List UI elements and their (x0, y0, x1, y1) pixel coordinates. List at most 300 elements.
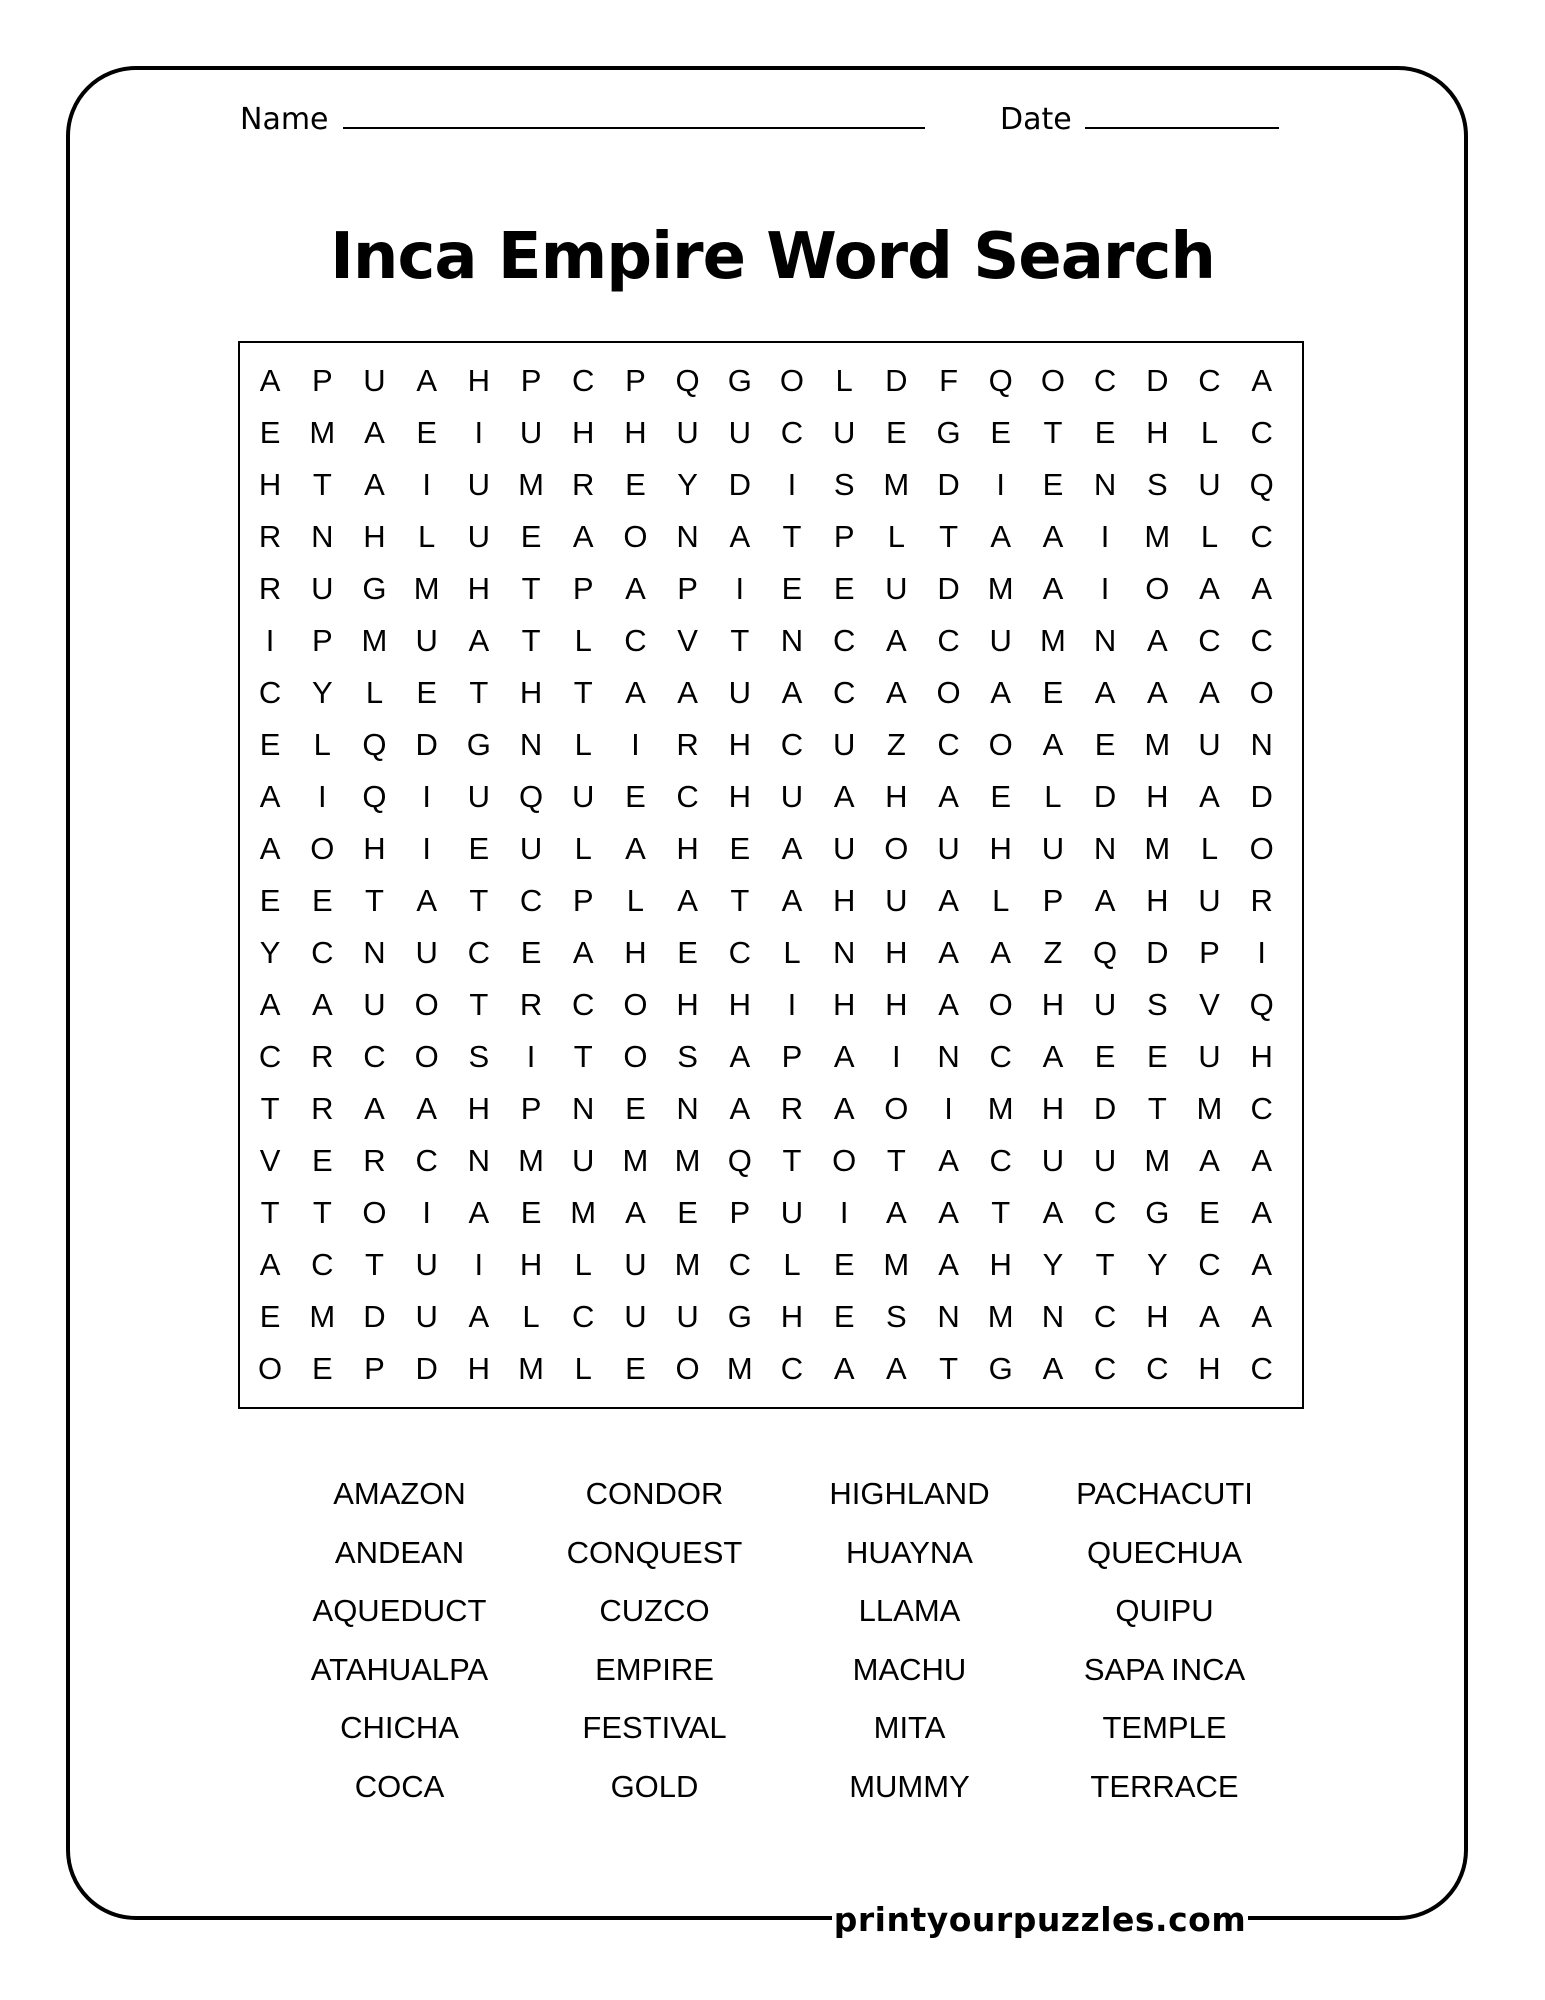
grid-cell[interactable]: H (519, 1247, 543, 1282)
grid-cell[interactable]: H (363, 831, 386, 866)
grid-cell[interactable]: O (1249, 675, 1274, 710)
grid-cell[interactable]: E (1199, 1195, 1220, 1230)
grid-cell[interactable]: E (520, 1195, 542, 1230)
grid-cell[interactable]: C (1250, 623, 1273, 658)
grid-cell[interactable]: O (414, 987, 439, 1022)
grid-cell[interactable]: U (467, 779, 491, 814)
grid-cell[interactable]: H (989, 831, 1012, 866)
grid-cell[interactable]: T (782, 519, 802, 554)
grid-cell[interactable]: T (312, 1195, 332, 1230)
grid-cell[interactable]: O (310, 831, 335, 866)
grid-cell[interactable]: A (1199, 779, 1220, 814)
grid-cell[interactable]: A (1042, 1195, 1064, 1230)
grid-cell[interactable]: M (1144, 831, 1171, 866)
grid-cell[interactable]: L (835, 363, 853, 398)
grid-cell[interactable]: A (572, 935, 594, 970)
grid-cell[interactable]: C (311, 935, 334, 970)
grid-cell[interactable]: R (1250, 883, 1273, 918)
grid-cell[interactable]: Q (727, 1143, 752, 1178)
grid-cell[interactable]: C (989, 1039, 1012, 1074)
grid-cell[interactable]: P (833, 519, 855, 554)
grid-cell[interactable]: H (728, 779, 751, 814)
grid-cell[interactable]: A (781, 883, 803, 918)
grid-cell[interactable]: I (944, 1091, 953, 1126)
grid-cell[interactable]: A (990, 675, 1012, 710)
grid-cell[interactable]: M (987, 1091, 1014, 1126)
grid-cell[interactable]: A (781, 831, 803, 866)
grid-cell[interactable]: E (1094, 727, 1116, 762)
grid-cell[interactable]: T (521, 571, 541, 606)
grid-cell[interactable]: A (833, 1091, 855, 1126)
grid-cell[interactable]: D (415, 727, 438, 762)
grid-cell[interactable]: E (259, 727, 281, 762)
grid-cell[interactable]: C (989, 1143, 1012, 1178)
grid-cell[interactable]: Y (1042, 1247, 1064, 1282)
grid-cell[interactable]: I (422, 831, 431, 866)
grid-cell[interactable]: O (414, 1039, 439, 1074)
grid-cell[interactable]: H (885, 779, 908, 814)
grid-cell[interactable]: U (1198, 467, 1221, 502)
grid-cell[interactable]: E (833, 1299, 855, 1334)
grid-cell[interactable]: M (518, 1143, 544, 1178)
grid-cell[interactable]: O (1145, 571, 1170, 606)
grid-cell[interactable]: C (519, 883, 543, 918)
grid-cell[interactable]: O (884, 1091, 909, 1126)
grid-cell[interactable]: I (1257, 935, 1266, 970)
grid-cell[interactable]: U (780, 1195, 804, 1230)
grid-cell[interactable]: R (780, 1091, 804, 1126)
grid-cell[interactable]: I (735, 571, 745, 606)
grid-cell[interactable]: L (626, 883, 645, 918)
grid-cell[interactable]: C (1250, 1091, 1273, 1126)
grid-cell[interactable]: A (990, 519, 1012, 554)
grid-cell[interactable]: L (574, 1247, 592, 1282)
grid-cell[interactable]: C (1093, 1299, 1117, 1334)
grid-cell[interactable]: L (574, 623, 592, 658)
grid-cell[interactable]: C (572, 1299, 595, 1334)
grid-cell[interactable]: M (309, 1299, 336, 1334)
grid-cell[interactable]: I (787, 467, 797, 502)
grid-cell[interactable]: D (885, 363, 908, 398)
grid-cell[interactable]: M (361, 623, 388, 658)
grid-cell[interactable]: U (885, 571, 908, 606)
grid-cell[interactable]: C (780, 1351, 804, 1386)
grid-cell[interactable]: P (520, 1091, 542, 1126)
grid-cell[interactable]: M (1144, 727, 1171, 762)
grid-cell[interactable]: E (520, 519, 542, 554)
grid-cell[interactable]: H (728, 987, 751, 1022)
grid-cell[interactable]: T (1043, 415, 1063, 450)
grid-cell[interactable]: H (1146, 779, 1169, 814)
grid-cell[interactable]: N (676, 1091, 699, 1126)
grid-cell[interactable]: D (937, 467, 960, 502)
grid-cell[interactable]: M (309, 415, 336, 450)
grid-cell[interactable]: E (1146, 1039, 1168, 1074)
grid-cell[interactable]: C (1198, 363, 1221, 398)
grid-cell[interactable]: E (259, 883, 281, 918)
grid-cell[interactable]: C (572, 987, 595, 1022)
grid-cell[interactable]: Q (518, 779, 544, 814)
grid-cell[interactable]: A (259, 779, 281, 814)
grid-cell[interactable]: U (624, 1247, 647, 1282)
grid-cell[interactable]: Z (1043, 935, 1063, 970)
grid-cell[interactable]: U (885, 883, 908, 918)
grid-cell[interactable]: A (572, 519, 594, 554)
grid-cell[interactable]: I (422, 779, 431, 814)
grid-cell[interactable]: E (1094, 1039, 1116, 1074)
grid-cell[interactable]: E (416, 415, 437, 450)
grid-cell[interactable]: U (728, 415, 751, 450)
grid-cell[interactable]: P (1042, 883, 1064, 918)
grid-cell[interactable]: A (416, 1091, 437, 1126)
grid-cell[interactable]: E (259, 415, 281, 450)
grid-cell[interactable]: U (624, 1299, 647, 1334)
grid-cell[interactable]: A (259, 831, 281, 866)
grid-cell[interactable]: L (887, 519, 905, 554)
grid-cell[interactable]: D (728, 467, 751, 502)
grid-cell[interactable]: U (937, 831, 960, 866)
grid-cell[interactable]: E (833, 571, 855, 606)
grid-cell[interactable]: C (1250, 519, 1273, 554)
grid-cell[interactable]: I (317, 779, 327, 814)
grid-cell[interactable]: R (258, 571, 282, 606)
grid-cell[interactable]: A (886, 1195, 907, 1230)
grid-cell[interactable]: Q (362, 779, 387, 814)
grid-cell[interactable]: U (832, 415, 856, 450)
grid-cell[interactable]: D (1250, 779, 1273, 814)
grid-cell[interactable]: U (989, 623, 1012, 658)
grid-cell[interactable]: E (886, 415, 907, 450)
grid-cell[interactable]: A (468, 1299, 490, 1334)
grid-cell[interactable]: H (467, 363, 491, 398)
grid-cell[interactable]: L (1200, 415, 1219, 450)
grid-cell[interactable]: A (938, 883, 959, 918)
grid-cell[interactable]: A (468, 623, 490, 658)
grid-cell[interactable]: L (783, 1247, 801, 1282)
grid-cell[interactable]: L (574, 727, 592, 762)
grid-cell[interactable]: L (783, 935, 801, 970)
grid-cell[interactable]: C (832, 675, 856, 710)
grid-cell[interactable]: D (1146, 935, 1169, 970)
grid-cell[interactable]: P (1199, 935, 1220, 970)
grid-cell[interactable]: T (260, 1195, 280, 1230)
grid-cell[interactable]: T (521, 623, 541, 658)
grid-cell[interactable]: A (886, 1351, 907, 1386)
grid-cell[interactable]: T (365, 1247, 384, 1282)
grid-cell[interactable]: H (1146, 883, 1169, 918)
grid-cell[interactable]: A (1251, 363, 1272, 398)
grid-cell[interactable]: C (937, 727, 960, 762)
grid-cell[interactable]: C (780, 727, 804, 762)
grid-cell[interactable]: A (1042, 519, 1064, 554)
grid-cell[interactable]: U (519, 415, 543, 450)
grid-cell[interactable]: P (311, 363, 333, 398)
grid-cell[interactable]: T (939, 519, 958, 554)
grid-cell[interactable]: U (1093, 987, 1117, 1022)
grid-cell[interactable]: O (362, 1195, 387, 1230)
grid-cell[interactable]: E (781, 571, 803, 606)
grid-cell[interactable]: A (938, 1143, 959, 1178)
grid-cell[interactable]: U (1093, 1143, 1117, 1178)
grid-cell[interactable]: H (832, 883, 856, 918)
grid-cell[interactable]: A (1199, 1143, 1220, 1178)
grid-cell[interactable]: P (311, 623, 333, 658)
grid-cell[interactable]: T (1147, 1091, 1167, 1126)
grid-cell[interactable]: E (625, 467, 646, 502)
grid-cell[interactable]: H (624, 935, 647, 970)
grid-cell[interactable]: G (936, 415, 961, 450)
grid-cell[interactable]: O (779, 363, 805, 398)
grid-cell[interactable]: N (467, 1143, 491, 1178)
grid-cell[interactable]: O (623, 519, 648, 554)
grid-cell[interactable]: H (572, 415, 595, 450)
grid-cell[interactable]: C (1250, 415, 1273, 450)
grid-cell[interactable]: P (572, 883, 594, 918)
grid-cell[interactable]: T (573, 1039, 593, 1074)
grid-cell[interactable]: N (780, 623, 804, 658)
grid-cell[interactable]: R (363, 1143, 386, 1178)
grid-cell[interactable]: R (572, 467, 595, 502)
grid-cell[interactable]: D (363, 1299, 386, 1334)
grid-cell[interactable]: N (1093, 467, 1117, 502)
grid-cell[interactable]: U (467, 519, 491, 554)
grid-cell[interactable]: Q (362, 727, 387, 762)
grid-cell[interactable]: E (729, 831, 751, 866)
grid-cell[interactable]: P (520, 363, 542, 398)
grid-cell[interactable]: G (362, 571, 387, 606)
grid-cell[interactable]: A (833, 779, 855, 814)
grid-cell[interactable]: I (892, 1039, 901, 1074)
grid-cell[interactable]: A (625, 675, 646, 710)
grid-cell[interactable]: G (466, 727, 491, 762)
grid-cell[interactable]: I (1100, 519, 1110, 554)
grid-cell[interactable]: S (1146, 987, 1168, 1022)
grid-cell[interactable]: T (730, 623, 750, 658)
grid-cell[interactable]: D (937, 571, 960, 606)
grid-cell[interactable]: C (1093, 1195, 1117, 1230)
grid-cell[interactable]: A (1094, 883, 1116, 918)
grid-cell[interactable]: Y (677, 467, 698, 502)
grid-cell[interactable]: C (1146, 1351, 1169, 1386)
grid-cell[interactable]: E (625, 1091, 646, 1126)
grid-cell[interactable]: A (416, 363, 437, 398)
grid-cell[interactable]: M (987, 1299, 1014, 1334)
grid-cell[interactable]: I (474, 1247, 484, 1282)
grid-cell[interactable]: A (1251, 1143, 1272, 1178)
grid-cell[interactable]: U (572, 1143, 595, 1178)
grid-cell[interactable]: U (832, 727, 856, 762)
grid-cell[interactable]: Q (1093, 935, 1118, 970)
grid-cell[interactable]: N (1093, 831, 1117, 866)
grid-cell[interactable]: A (729, 1091, 751, 1126)
grid-cell[interactable]: P (572, 571, 594, 606)
grid-cell[interactable]: D (1093, 1091, 1117, 1126)
grid-cell[interactable]: C (572, 363, 595, 398)
grid-cell[interactable]: L (365, 675, 384, 710)
grid-cell[interactable]: N (1041, 1299, 1065, 1334)
grid-cell[interactable]: U (363, 987, 386, 1022)
grid-cell[interactable]: U (780, 779, 804, 814)
grid-cell[interactable]: A (364, 1091, 385, 1126)
grid-cell[interactable]: A (1251, 1299, 1272, 1334)
grid-cell[interactable]: A (833, 1039, 855, 1074)
grid-cell[interactable]: P (677, 571, 698, 606)
grid-cell[interactable]: C (728, 1247, 751, 1282)
grid-cell[interactable]: U (467, 467, 491, 502)
grid-cell[interactable]: E (625, 779, 646, 814)
grid-cell[interactable]: U (311, 571, 334, 606)
grid-cell[interactable]: I (422, 467, 431, 502)
grid-cell[interactable]: C (1093, 363, 1117, 398)
grid-cell[interactable]: H (363, 519, 386, 554)
grid-cell[interactable]: D (1146, 363, 1169, 398)
grid-cell[interactable]: U (1041, 1143, 1065, 1178)
grid-cell[interactable]: C (676, 779, 699, 814)
grid-cell[interactable]: O (936, 675, 961, 710)
grid-cell[interactable]: P (364, 1351, 385, 1386)
grid-cell[interactable]: M (674, 1143, 701, 1178)
grid-cell[interactable]: L (418, 519, 436, 554)
grid-cell[interactable]: R (311, 1039, 334, 1074)
grid-cell[interactable]: A (1042, 1039, 1064, 1074)
grid-cell[interactable]: H (989, 1247, 1012, 1282)
grid-cell[interactable]: A (625, 571, 646, 606)
grid-cell[interactable]: Y (259, 935, 281, 970)
grid-cell[interactable]: H (1146, 415, 1169, 450)
grid-cell[interactable]: H (624, 415, 647, 450)
grid-cell[interactable]: S (886, 1299, 907, 1334)
grid-cell[interactable]: G (727, 1299, 752, 1334)
grid-cell[interactable]: M (883, 467, 910, 502)
grid-cell[interactable]: N (937, 1039, 960, 1074)
grid-cell[interactable]: U (1198, 883, 1221, 918)
grid-cell[interactable]: I (265, 623, 275, 658)
grid-cell[interactable]: T (991, 1195, 1011, 1230)
grid-cell[interactable]: A (1146, 623, 1168, 658)
grid-cell[interactable]: C (1093, 1351, 1117, 1386)
grid-cell[interactable]: T (469, 987, 489, 1022)
grid-cell[interactable]: U (1041, 831, 1065, 866)
grid-cell[interactable]: E (259, 1299, 281, 1334)
grid-cell[interactable]: A (1146, 675, 1168, 710)
grid-cell[interactable]: E (1042, 675, 1064, 710)
grid-cell[interactable]: Q (988, 363, 1013, 398)
grid-cell[interactable]: O (1249, 831, 1274, 866)
grid-cell[interactable]: A (468, 1195, 490, 1230)
grid-cell[interactable]: U (1198, 1039, 1221, 1074)
grid-cell[interactable]: E (833, 1247, 855, 1282)
grid-cell[interactable]: O (988, 987, 1013, 1022)
grid-cell[interactable]: Y (311, 675, 333, 710)
grid-cell[interactable]: O (1040, 363, 1065, 398)
grid-cell[interactable]: A (781, 675, 803, 710)
grid-cell[interactable]: L (313, 727, 331, 762)
grid-cell[interactable]: Y (1146, 1247, 1168, 1282)
grid-cell[interactable]: E (416, 675, 437, 710)
grid-cell[interactable]: Q (1249, 467, 1274, 502)
grid-cell[interactable]: A (729, 1039, 751, 1074)
grid-cell[interactable]: C (1198, 623, 1221, 658)
grid-cell[interactable]: T (730, 883, 750, 918)
grid-cell[interactable]: C (258, 1039, 282, 1074)
grid-cell[interactable]: H (467, 571, 491, 606)
grid-cell[interactable]: E (311, 883, 333, 918)
grid-cell[interactable]: I (422, 1195, 431, 1230)
grid-cell[interactable]: C (415, 1143, 438, 1178)
grid-cell[interactable]: M (518, 467, 544, 502)
grid-cell[interactable]: O (988, 727, 1013, 762)
grid-cell[interactable]: E (311, 1351, 333, 1386)
grid-cell[interactable]: O (258, 1351, 283, 1386)
grid-cell[interactable]: M (883, 1247, 910, 1282)
grid-cell[interactable]: L (574, 831, 592, 866)
grid-cell[interactable]: T (782, 1143, 802, 1178)
grid-cell[interactable]: E (468, 831, 490, 866)
grid-cell[interactable]: C (311, 1247, 334, 1282)
grid-cell[interactable]: U (676, 1299, 699, 1334)
grid-cell[interactable]: P (729, 1195, 751, 1230)
grid-cell[interactable]: E (990, 779, 1012, 814)
grid-cell[interactable]: E (625, 1351, 646, 1386)
grid-cell[interactable]: E (677, 935, 698, 970)
grid-cell[interactable]: M (1144, 1143, 1171, 1178)
grid-cell[interactable]: Z (886, 727, 906, 762)
grid-cell[interactable]: N (363, 935, 386, 970)
grid-cell[interactable]: U (1198, 727, 1221, 762)
grid-cell[interactable]: U (415, 1247, 438, 1282)
grid-cell[interactable]: E (677, 1195, 698, 1230)
grid-cell[interactable]: H (1198, 1351, 1221, 1386)
grid-cell[interactable]: I (474, 415, 484, 450)
grid-cell[interactable]: T (469, 675, 489, 710)
grid-cell[interactable]: A (364, 415, 385, 450)
grid-cell[interactable]: E (311, 1143, 333, 1178)
grid-cell[interactable]: O (623, 1039, 648, 1074)
grid-cell[interactable]: A (938, 779, 959, 814)
grid-cell[interactable]: E (990, 415, 1012, 450)
grid-cell[interactable]: M (674, 1247, 701, 1282)
grid-cell[interactable]: Q (1249, 987, 1274, 1022)
grid-cell[interactable]: C (467, 935, 491, 970)
grid-cell[interactable]: A (1251, 1247, 1272, 1282)
grid-cell[interactable]: A (1199, 675, 1220, 710)
grid-cell[interactable]: A (625, 831, 646, 866)
grid-cell[interactable]: A (259, 363, 281, 398)
grid-cell[interactable]: O (832, 1143, 857, 1178)
grid-cell[interactable]: P (625, 363, 646, 398)
grid-cell[interactable]: U (676, 415, 699, 450)
grid-cell[interactable]: I (996, 467, 1006, 502)
grid-cell[interactable]: R (519, 987, 543, 1022)
grid-cell[interactable]: O (884, 831, 909, 866)
grid-cell[interactable]: C (624, 623, 647, 658)
grid-cell[interactable]: A (938, 1195, 959, 1230)
grid-cell[interactable]: V (1199, 987, 1220, 1022)
grid-cell[interactable]: A (886, 623, 907, 658)
grid-cell[interactable]: T (260, 1091, 280, 1126)
grid-cell[interactable]: M (570, 1195, 597, 1230)
grid-cell[interactable]: T (939, 1351, 958, 1386)
grid-cell[interactable]: S (677, 1039, 698, 1074)
grid-cell[interactable]: R (311, 1091, 334, 1126)
grid-cell[interactable]: I (787, 987, 797, 1022)
grid-cell[interactable]: T (312, 467, 332, 502)
grid-cell[interactable]: E (1094, 415, 1116, 450)
grid-cell[interactable]: A (1251, 571, 1272, 606)
grid-cell[interactable]: A (1042, 1351, 1064, 1386)
grid-cell[interactable]: M (1144, 519, 1171, 554)
grid-cell[interactable]: A (729, 519, 751, 554)
